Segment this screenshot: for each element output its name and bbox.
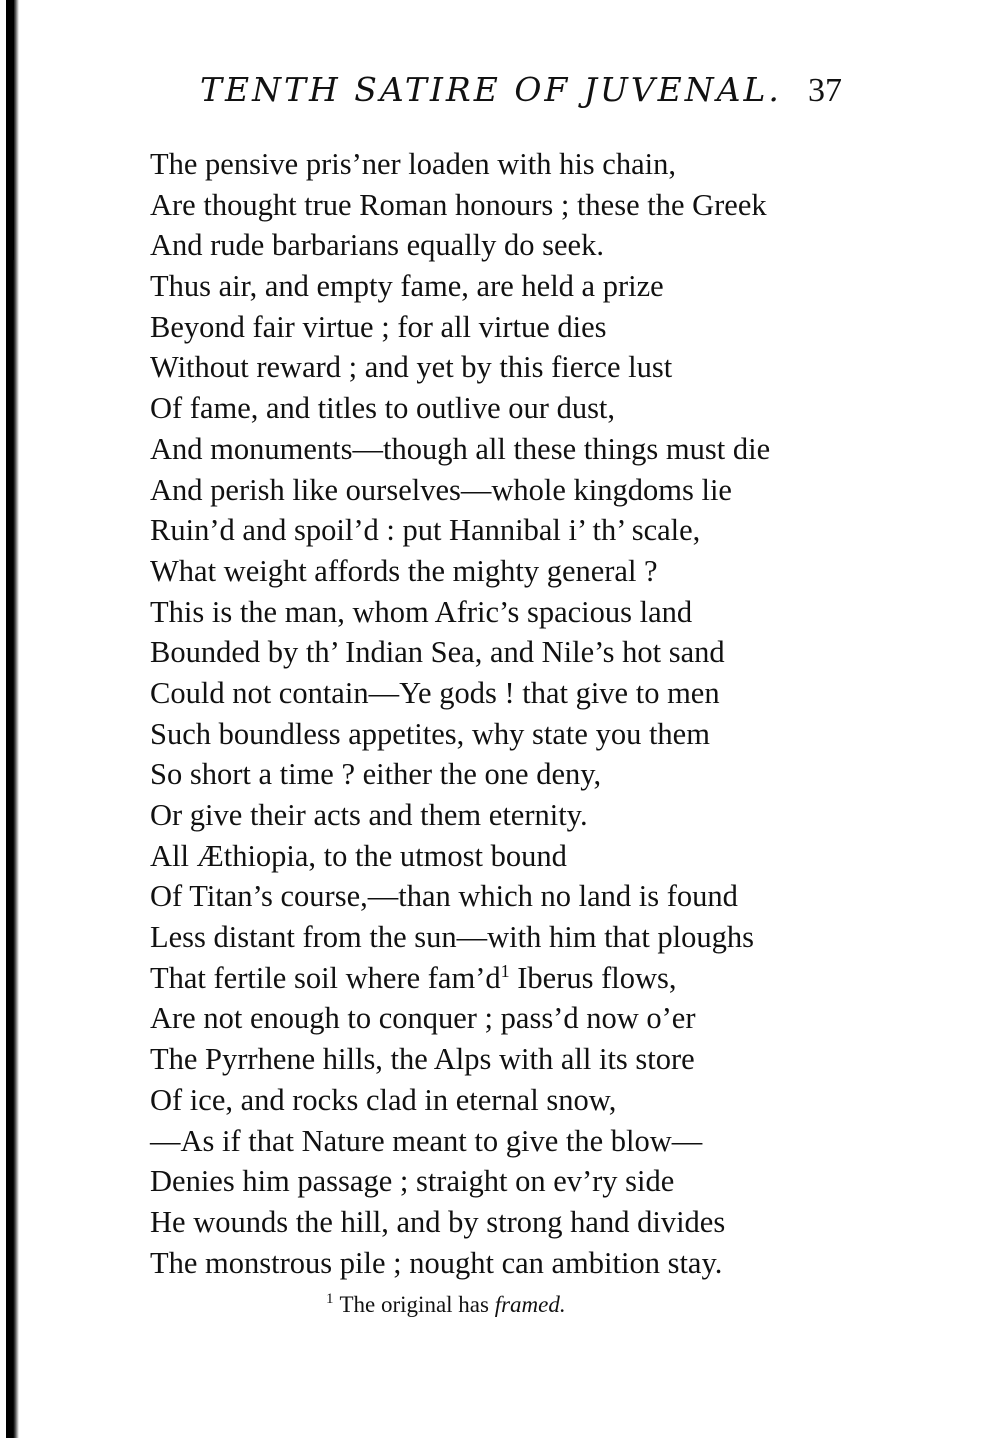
footnote-text: The original has <box>339 1292 495 1317</box>
poem-line: And monuments—though all these things must die <box>150 431 771 466</box>
poem-line: Could not contain—Ye gods ! that give to men <box>150 675 720 710</box>
poem-line: He wounds the hill, and by strong hand divides <box>150 1204 726 1239</box>
running-head <box>0 70 991 120</box>
footnote-reference: 1 <box>500 960 510 981</box>
binding-edge-shadow <box>8 0 14 260</box>
poem-line: Of Titan’s course,—than which no land is found <box>150 879 738 914</box>
poem-line: So short a time ? either the one deny, <box>150 757 602 792</box>
poem-line: And rude barbarians equally do seek. <box>150 228 604 263</box>
poem-line: Of ice, and rocks clad in eternal snow, <box>150 1082 617 1117</box>
poem-line: This is the man, whom Afric’s spacious land <box>150 594 693 629</box>
poem-line: The monstrous pile ; nought can ambition stay. <box>150 1245 723 1280</box>
poem-line: Ruin’d and spoil’d : put Hannibal i’ th’ scale, <box>150 513 701 548</box>
poem-line: Or give their acts and them eternity. <box>150 798 588 832</box>
poem-line: All Æthiopia, to the utmost bound <box>150 838 567 873</box>
poem-line-with-note <box>150 958 910 999</box>
poem-line: Without reward ; and yet by this fierce lust <box>150 350 673 385</box>
poem-line: Such boundless appetites, why state you them <box>150 716 710 751</box>
line-text-after-note: Iberus flows, <box>509 960 677 995</box>
poem-line: Thus air, and empty fame, are held a prize <box>150 269 664 304</box>
poem-line: The Pyrrhene hills, the Alps with all its store <box>150 1042 695 1077</box>
page-title: TENTH SATIRE OF JUVENAL. <box>200 70 782 109</box>
poem-line: Of fame, and titles to outlive our dust, <box>150 391 616 426</box>
poem-line: Are not enough to conquer ; pass’d now o’er <box>150 1001 696 1036</box>
poem-line: And perish like ourselves—whole kingdoms lie <box>150 472 732 507</box>
poem-line: Less distant from the sun—with him that ploughs <box>150 920 755 955</box>
poem-line: Are thought true Roman honours ; these the Greek <box>150 187 767 222</box>
line-text-before-note: That fertile soil where fam’d <box>150 960 501 995</box>
poem-line: Denies him passage ; straight on ev’ry side <box>150 1164 675 1199</box>
page-number: 37 <box>808 72 842 109</box>
footnote-mark: 1 <box>326 1291 334 1308</box>
poem-line: The pensive pris’ner loaden with his chain, <box>150 147 676 181</box>
footnote-emphasis: framed. <box>494 1292 566 1317</box>
poem-text <box>150 144 910 1283</box>
poem-line: —As if that Nature meant to give the blow— <box>150 1123 703 1158</box>
poem-line: What weight affords the mighty general ? <box>150 553 658 588</box>
poem-line: Beyond fair virtue ; for all virtue dies <box>150 309 607 344</box>
footnote <box>326 1292 566 1318</box>
poem-line: Bounded by th’ Indian Sea, and Nile’s hot sand <box>150 635 725 670</box>
